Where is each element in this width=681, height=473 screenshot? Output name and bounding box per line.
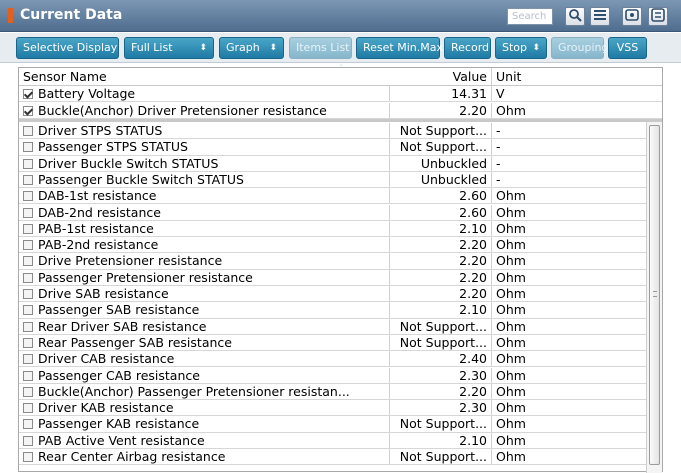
sensor-name: Drive SAB resistance bbox=[38, 286, 169, 301]
checkbox[interactable] bbox=[23, 159, 33, 169]
sensor-unit: Ohm bbox=[491, 368, 631, 383]
table-row[interactable] bbox=[19, 253, 646, 269]
sensor-name: Drive Pretensioner resistance bbox=[38, 253, 223, 269]
selective-display-dropdown[interactable] bbox=[16, 37, 119, 59]
sensor-value: Not Support... bbox=[389, 335, 491, 350]
sensor-value: 2.60 bbox=[389, 205, 491, 220]
sensor-name: Passenger SAB resistance bbox=[38, 302, 200, 318]
sensor-name: Passenger Buckle Switch STATUS bbox=[38, 171, 244, 187]
sensor-name: Driver STPS STATUS bbox=[38, 123, 163, 138]
sensor-value: 2.40 bbox=[389, 351, 491, 366]
sensor-value: 2.60 bbox=[389, 188, 491, 203]
vertical-scrollbar[interactable] bbox=[646, 122, 662, 473]
selective-display-label: Selective Display bbox=[23, 41, 118, 54]
toolbar bbox=[0, 33, 681, 63]
sensor-name: Rear Passenger SAB resistance bbox=[38, 334, 232, 350]
sensor-unit: - bbox=[491, 156, 631, 171]
sensor-name: Battery Voltage bbox=[38, 86, 136, 101]
checkbox[interactable] bbox=[23, 273, 33, 283]
table-row[interactable] bbox=[19, 156, 646, 172]
sensor-unit: Ohm bbox=[491, 302, 631, 317]
sensor-name: Passenger KAB resistance bbox=[38, 416, 200, 432]
table-row[interactable] bbox=[19, 237, 646, 253]
table-row[interactable] bbox=[19, 335, 646, 351]
checkbox[interactable] bbox=[23, 289, 33, 299]
sensor-value: 2.20 bbox=[389, 384, 491, 399]
window-title: Current Data bbox=[20, 7, 123, 23]
sensor-unit: Ohm bbox=[491, 188, 631, 203]
sensor-unit: Ohm bbox=[491, 335, 631, 350]
grip-icon bbox=[653, 291, 657, 297]
sensor-name: Rear Center Airbag resistance bbox=[38, 449, 226, 464]
checkbox[interactable] bbox=[23, 240, 33, 250]
table-row[interactable] bbox=[19, 188, 646, 204]
sensor-unit: Ohm bbox=[491, 205, 631, 220]
sensor-value: 2.20 bbox=[389, 253, 491, 268]
title-marker-icon bbox=[8, 8, 13, 23]
table-row[interactable] bbox=[19, 416, 646, 432]
sensor-unit: Ohm bbox=[491, 416, 631, 431]
grouping-button[interactable]: Grouping bbox=[551, 37, 604, 59]
fixed-row[interactable] bbox=[19, 86, 662, 102]
chevron-updown-icon: ⬍ bbox=[199, 43, 207, 53]
record-button[interactable]: Record bbox=[444, 37, 491, 59]
sensor-name: Passenger Pretensioner resistance bbox=[38, 269, 253, 285]
fixed-row[interactable] bbox=[19, 103, 662, 119]
sensor-name: Driver KAB resistance bbox=[38, 400, 174, 416]
sensor-name: DAB-2nd resistance bbox=[38, 204, 161, 220]
sensor-table bbox=[18, 67, 663, 472]
table-row[interactable] bbox=[19, 368, 646, 384]
table-row[interactable] bbox=[19, 205, 646, 221]
sensor-name: PAB-2nd resistance bbox=[38, 237, 159, 253]
table-row[interactable] bbox=[19, 351, 646, 367]
checkbox[interactable] bbox=[23, 338, 33, 348]
sensor-value: 2.20 bbox=[389, 286, 491, 301]
sensor-unit: Ohm bbox=[491, 237, 631, 252]
sensor-value: 2.20 bbox=[389, 270, 491, 285]
stop-dropdown[interactable] bbox=[495, 37, 547, 59]
sensor-name: PAB-1st resistance bbox=[38, 220, 154, 236]
search-icon[interactable] bbox=[565, 7, 585, 26]
full-list-label: Full List bbox=[131, 41, 173, 54]
table-row[interactable] bbox=[19, 319, 646, 335]
sensor-value: 2.30 bbox=[389, 400, 491, 415]
chevron-updown-icon: ⬍ bbox=[532, 43, 540, 53]
graph-label: Graph bbox=[226, 41, 260, 54]
sensor-unit: Ohm bbox=[491, 319, 631, 334]
checkbox[interactable] bbox=[23, 387, 33, 397]
table-row[interactable] bbox=[19, 123, 646, 139]
sensor-value: 2.20 bbox=[389, 103, 491, 118]
table-row[interactable] bbox=[19, 221, 646, 237]
table-row[interactable] bbox=[19, 433, 646, 449]
chevron-updown-icon: ⬍ bbox=[269, 43, 277, 53]
table-row[interactable] bbox=[19, 270, 646, 286]
sensor-unit: Ohm bbox=[491, 270, 631, 285]
sensor-value: Unbuckled bbox=[389, 172, 491, 187]
column-header-unit[interactable]: Unit bbox=[491, 68, 631, 85]
search-input[interactable]: Search bbox=[507, 8, 553, 25]
sensor-value: 2.20 bbox=[389, 237, 491, 252]
sensor-name: Buckle(Anchor) Driver Pretensioner resistance bbox=[38, 102, 327, 118]
checkbox[interactable] bbox=[23, 175, 33, 185]
sensor-value: Not Support... bbox=[389, 416, 491, 431]
checkbox[interactable] bbox=[23, 126, 33, 136]
sensor-name: Driver CAB resistance bbox=[38, 351, 175, 367]
table-header bbox=[19, 68, 662, 86]
checkbox[interactable] bbox=[23, 371, 33, 381]
stop-label: Stop bbox=[502, 41, 528, 54]
checkbox[interactable] bbox=[23, 305, 33, 315]
sensor-name: Passenger CAB resistance bbox=[38, 367, 200, 383]
reset-min-max-button[interactable]: Reset Min.Max bbox=[356, 37, 440, 59]
sensor-value: Not Support... bbox=[389, 319, 491, 334]
checkbox[interactable] bbox=[23, 208, 33, 218]
sensor-value: 2.10 bbox=[389, 221, 491, 236]
sensor-unit: Ohm bbox=[491, 286, 631, 301]
column-header-name[interactable]: Sensor Name bbox=[23, 69, 107, 84]
checkbox[interactable] bbox=[23, 256, 33, 266]
menu-icon[interactable] bbox=[648, 7, 668, 26]
sensor-value: Not Support... bbox=[389, 139, 491, 154]
checkbox[interactable] bbox=[23, 142, 33, 152]
sensor-name: DAB-1st resistance bbox=[38, 188, 157, 204]
sensor-value: Unbuckled bbox=[389, 156, 491, 171]
items-list-label: Items List bbox=[296, 41, 350, 54]
table-row[interactable] bbox=[19, 286, 646, 302]
sensor-value: Not Support... bbox=[389, 449, 491, 464]
sensor-unit: Ohm bbox=[491, 221, 631, 236]
table-row[interactable] bbox=[19, 302, 646, 318]
sensor-name: Buckle(Anchor) Passenger Pretensioner resistan... bbox=[38, 383, 350, 399]
sensor-unit: - bbox=[491, 123, 631, 138]
table-row[interactable] bbox=[19, 449, 646, 465]
sensor-value: 2.10 bbox=[389, 302, 491, 317]
checkbox[interactable] bbox=[23, 403, 33, 413]
sensor-unit: Ohm bbox=[491, 253, 631, 268]
sensor-name: Rear Driver SAB resistance bbox=[38, 318, 207, 334]
title-bar bbox=[0, 0, 681, 32]
sensor-unit: Ohm bbox=[491, 384, 631, 399]
sensor-unit: - bbox=[491, 172, 631, 187]
checkbox[interactable] bbox=[23, 452, 33, 462]
sensor-unit: Ohm bbox=[491, 351, 631, 366]
scrollbar-thumb[interactable] bbox=[649, 125, 660, 465]
sensor-name: Driver Buckle Switch STATUS bbox=[38, 155, 219, 171]
checkbox[interactable] bbox=[23, 106, 33, 116]
table-row[interactable] bbox=[19, 400, 646, 416]
items-list-dropdown[interactable] bbox=[289, 37, 352, 59]
table-row[interactable] bbox=[19, 172, 646, 188]
sensor-unit: Ohm bbox=[491, 449, 631, 464]
sensor-value: 2.10 bbox=[389, 433, 491, 448]
table-row[interactable] bbox=[19, 384, 646, 400]
sensor-name: PAB Active Vent resistance bbox=[38, 432, 205, 448]
checkbox[interactable] bbox=[23, 191, 33, 201]
pinned-divider bbox=[19, 119, 662, 122]
sensor-unit: - bbox=[491, 139, 631, 154]
checkbox[interactable] bbox=[23, 354, 33, 364]
checkbox[interactable] bbox=[23, 436, 33, 446]
checkbox[interactable] bbox=[23, 89, 33, 99]
table-row[interactable] bbox=[19, 139, 646, 155]
sensor-value: 14.31 bbox=[389, 86, 491, 101]
sensor-unit: Ohm bbox=[491, 103, 631, 118]
vss-button[interactable]: VSS bbox=[608, 37, 647, 59]
sensor-value: Not Support... bbox=[389, 123, 491, 138]
column-header-value[interactable]: Value bbox=[452, 69, 487, 84]
sensor-unit: V bbox=[491, 86, 631, 101]
graph-dropdown[interactable] bbox=[219, 37, 284, 59]
sensor-value: 2.30 bbox=[389, 368, 491, 383]
checkbox[interactable] bbox=[23, 224, 33, 234]
checkbox[interactable] bbox=[23, 419, 33, 429]
sensor-unit: Ohm bbox=[491, 400, 631, 415]
checkbox[interactable] bbox=[23, 322, 33, 332]
settings-icon[interactable] bbox=[622, 7, 642, 26]
sensor-unit: Ohm bbox=[491, 433, 631, 448]
list-view-icon[interactable] bbox=[590, 7, 610, 26]
full-list-dropdown[interactable] bbox=[124, 37, 214, 59]
sensor-name: Passenger STPS STATUS bbox=[38, 139, 188, 155]
